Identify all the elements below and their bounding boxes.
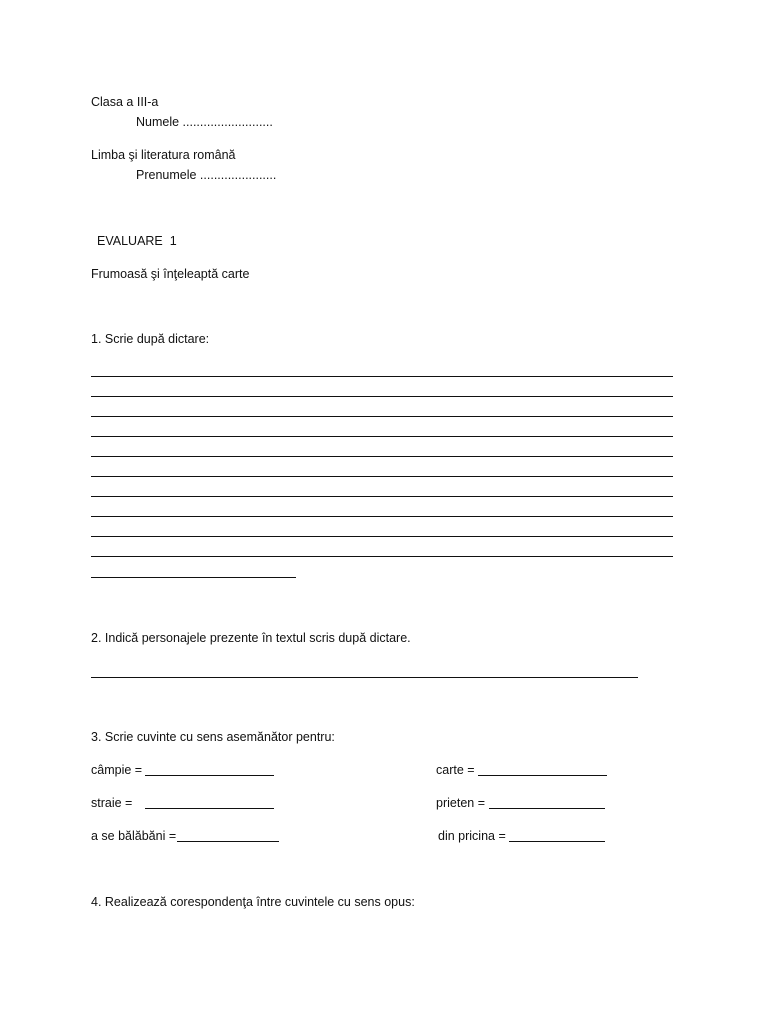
synonym-item-straie: straie =: [91, 796, 133, 810]
class-label: Clasa a III-a: [91, 95, 159, 109]
synonym-item-prieten: prieten =: [436, 796, 485, 810]
synonym-item-carte: carte =: [436, 763, 475, 777]
synonym-item-balabani: a se bălăbăni =: [91, 829, 177, 843]
name-field[interactable]: Numele ..........................: [136, 115, 273, 129]
writing-line[interactable]: [91, 436, 673, 437]
writing-line[interactable]: [91, 376, 673, 377]
writing-line[interactable]: [91, 516, 673, 517]
page-subtitle: Frumoasă şi înţeleaptă carte: [91, 267, 250, 281]
writing-line[interactable]: [91, 577, 296, 578]
subject-label: Limba şi literatura română: [91, 148, 236, 162]
writing-line[interactable]: [91, 456, 673, 457]
writing-line[interactable]: [91, 536, 673, 537]
answer-line[interactable]: [91, 677, 638, 678]
exercise-4-prompt: 4. Realizează corespondenţa între cuvintele cu sens opus:: [91, 895, 415, 909]
synonym-answer-line[interactable]: [145, 808, 274, 809]
surname-field[interactable]: Prenumele ......................: [136, 168, 277, 182]
writing-line[interactable]: [91, 556, 673, 557]
synonym-answer-line[interactable]: [489, 808, 605, 809]
writing-line[interactable]: [91, 476, 673, 477]
exercise-2-prompt: 2. Indică personajele prezente în textul scris după dictare.: [91, 631, 411, 645]
exercise-3-prompt: 3. Scrie cuvinte cu sens asemănător pentru:: [91, 730, 335, 744]
page-title: EVALUARE 1: [97, 234, 177, 248]
writing-line[interactable]: [91, 496, 673, 497]
synonym-answer-line[interactable]: [145, 775, 274, 776]
synonym-answer-line[interactable]: [177, 841, 279, 842]
exercise-1-prompt: 1. Scrie după dictare:: [91, 332, 210, 346]
synonym-answer-line[interactable]: [478, 775, 607, 776]
writing-line[interactable]: [91, 396, 673, 397]
synonym-item-din-pricina: din pricina =: [438, 829, 506, 843]
writing-line[interactable]: [91, 416, 673, 417]
synonym-answer-line[interactable]: [509, 841, 605, 842]
synonym-item-campie: câmpie =: [91, 763, 143, 777]
